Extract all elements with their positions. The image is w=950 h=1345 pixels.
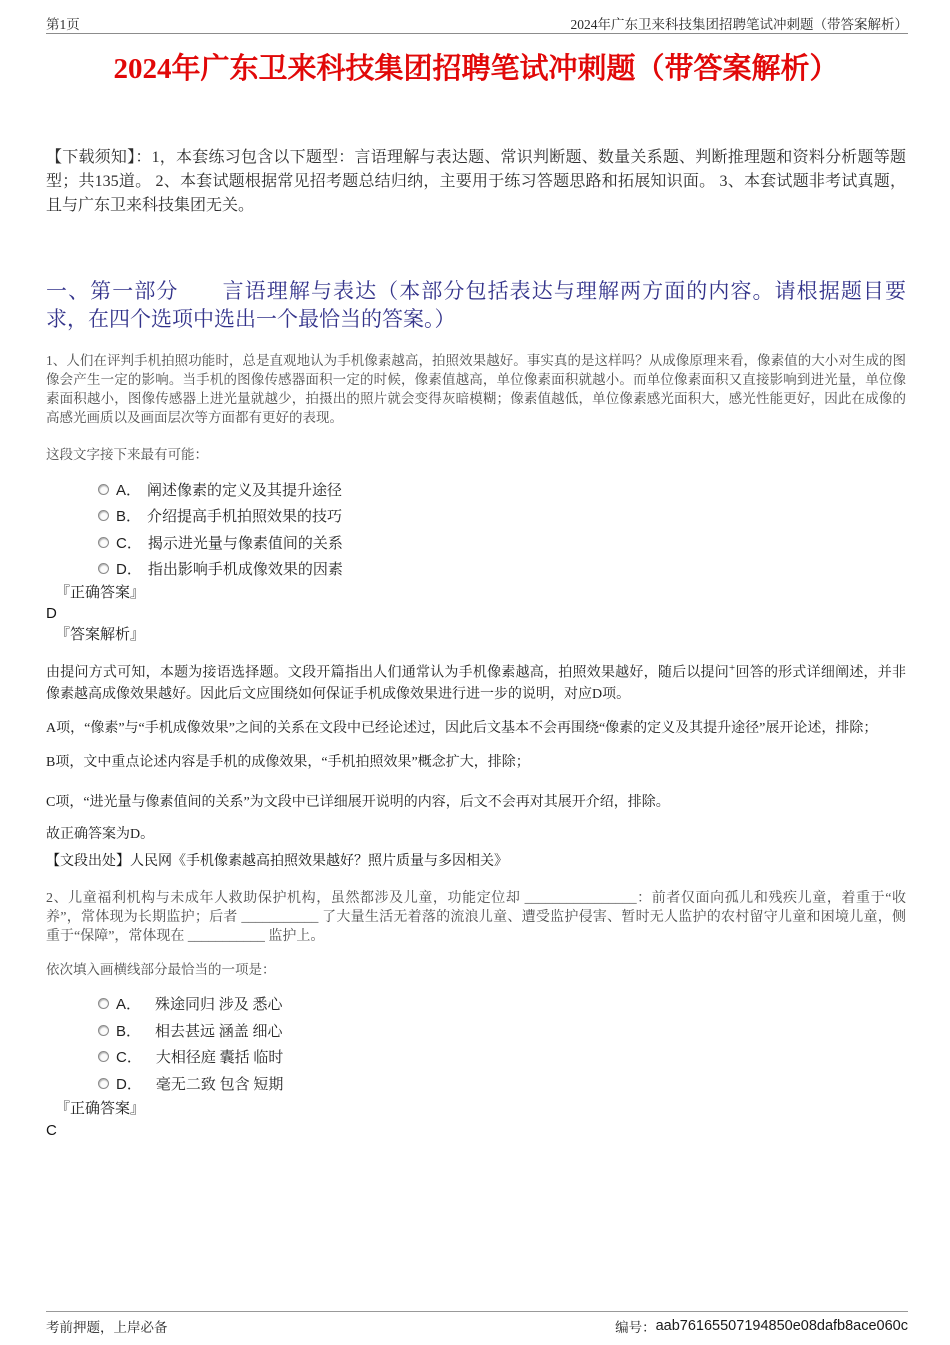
page-number-label: 第1页 — [46, 17, 80, 32]
option-row-q1-d — [46, 556, 906, 583]
option-text: 毫无二致 包含 短期 — [155, 1076, 284, 1093]
option-text: 殊途同归 涉及 悉心 — [155, 997, 283, 1014]
correct-answer-value-q2: C — [46, 1121, 57, 1139]
correct-answer-value-q1: D — [46, 605, 57, 622]
document-content — [46, 0, 906, 1139]
analysis-option-c-q1: C项，“进光量与像素值间的关系”为文段中已详细展开说明的内容，后文不会再对其展开介绍，排除。 — [46, 794, 670, 810]
footer-serial — [615, 1316, 908, 1336]
option-text: 大相径庭 囊括 临时 — [155, 1050, 284, 1067]
analysis-intro-part1: 由提问方式可知，本题为接语选择题。文段开篇指出人们通常认为手机像素越高，拍照效果越好，随后以提问 — [46, 665, 730, 681]
page-footer — [46, 1316, 908, 1336]
question-2-stem: 2、儿童福利机构与未成年人救助保护机构，虽然都涉及儿童，功能定位却 ________________：前者仅面向孤儿和残疾儿童，着重于“收养”，常体现为长期监护；后者 ___________ 了大量生活无着落的流浪儿童、遭受监护侵害、暂时无人监护的农村留守儿童和困境儿童，侧重于“保障”，常体现在 ___________ 监护上。 — [46, 890, 906, 944]
analysis-intro-part2: 回答的形式详细阐述，并非像素越高成像效果越好。因此后文应围绕如何保证手机成像效果进行进一步的说明，对应D项。 — [46, 665, 907, 702]
radio-button[interactable] — [98, 1051, 109, 1062]
option-letter: D． — [116, 1075, 142, 1093]
question-2-prompt: 依次填入画横线部分最恰当的一项是： — [46, 961, 276, 977]
analysis-label-q1: 『答案解析』 — [55, 627, 146, 643]
correct-answer-label-q2: 『正确答案』 — [55, 1100, 146, 1117]
header-doc-title: 2024年广东卫来科技集团招聘笔试冲刺题（带答案解析） — [570, 17, 908, 32]
passage-source-q1: 【文段出处】人民网《手机像素越高拍照效果越好？照片质量与多因相关》 — [46, 853, 508, 869]
option-text: 介绍提高手机拍照效果的技巧 — [147, 509, 343, 526]
option-letter: C． — [116, 1049, 142, 1067]
analysis-intro-q1 — [46, 658, 906, 705]
plus-superscript: + — [729, 662, 736, 674]
option-letter: D． — [116, 561, 142, 579]
radio-button[interactable] — [98, 537, 109, 548]
footer-serial-label: 编号： — [615, 1320, 656, 1335]
analysis-option-b-q1: B项，文中重点论述内容是手机的成像效果，“手机拍照效果”概念扩大，排除； — [46, 754, 530, 770]
option-letter: B． — [116, 508, 142, 526]
option-letter: A． — [116, 481, 142, 499]
option-row-q1-a — [46, 476, 906, 503]
option-letter: A． — [116, 996, 142, 1014]
option-row-q2-d — [46, 1070, 906, 1097]
option-row-q1-c — [46, 529, 906, 556]
radio-button[interactable] — [98, 563, 109, 574]
radio-button[interactable] — [98, 1078, 109, 1089]
option-text: 揭示进光量与像素值间的关系 — [147, 535, 343, 552]
download-notice: 【下载须知】：1，本套练习包含以下题型：言语理解与表达题、常识判断题、数量关系题、判断推理题和资料分析题等题型；共135道。 2、本套试题根据常见招考题总结归纳，主要用于练习答题思路和拓展知识面。 3、本套试题非考试真题，且与广东卫来科技集团无关。 — [46, 149, 906, 214]
option-row-q2-c — [46, 1044, 906, 1071]
option-text: 相去甚远 涵盖 细心 — [155, 1023, 283, 1040]
radio-button[interactable] — [98, 1025, 109, 1036]
analysis-option-a-q1: A项，“像素”与“手机成像效果”之间的关系在文段中已经论述过，因此后文基本不会再围绕“像素的定义及其提升途径”展开论述，排除； — [46, 720, 878, 736]
footer-slogan: 考前押题，上岸必备 — [46, 1320, 168, 1335]
radio-button[interactable] — [98, 998, 109, 1009]
option-row-q2-b — [46, 1017, 906, 1044]
option-text: 指出影响手机成像效果的因素 — [147, 562, 343, 579]
question-1-prompt: 这段文字接下来最有可能： — [46, 447, 208, 462]
option-row-q2-a — [46, 991, 906, 1018]
section-heading: 一、第一部分 言语理解与表达（本部分包括表达与理解两方面的内容。请根据题目要求，在四个选项中选出一个最恰当的答案。） — [46, 279, 906, 331]
option-text: 阐述像素的定义及其提升途径 — [147, 482, 343, 499]
option-letter: B． — [116, 1022, 142, 1040]
page-title: 2024年广东卫来科技集团招聘笔试冲刺题（带答案解析） — [113, 53, 839, 85]
option-row-q1-b — [46, 503, 906, 530]
question-2-options — [46, 991, 906, 1097]
radio-button[interactable] — [98, 510, 109, 521]
question-1-options — [46, 476, 906, 582]
option-letter: C． — [116, 534, 142, 552]
footer-serial-value: aab76165507194850e08dafb8ace060c — [655, 1318, 908, 1334]
question-1-stem: 1、人们在评判手机拍照功能时，总是直观地认为手机像素越高，拍照效果越好。事实真的是这样吗？从成像原理来看，像素值的大小对生成的图像会产生一定的影响。当手机的图像传感器面积一定的时候，像素值越高，单位像素面积就越小。而单位像素面积又直接影响到进光量，单位像素面积越小，图像传感器上进光量就越少，拍摄出的照片就会变得灰暗模糊；像素值越低，单位像素感光面积大，感光性能更好，因此在成像的高感光画质以及画面层次等方面都有更好的表现。 — [46, 353, 906, 425]
footer-divider — [46, 1311, 908, 1312]
analysis-conclusion-q1: 故正确答案为D。 — [46, 826, 155, 842]
radio-button[interactable] — [98, 484, 109, 495]
correct-answer-label-q1: 『正确答案』 — [55, 585, 146, 601]
